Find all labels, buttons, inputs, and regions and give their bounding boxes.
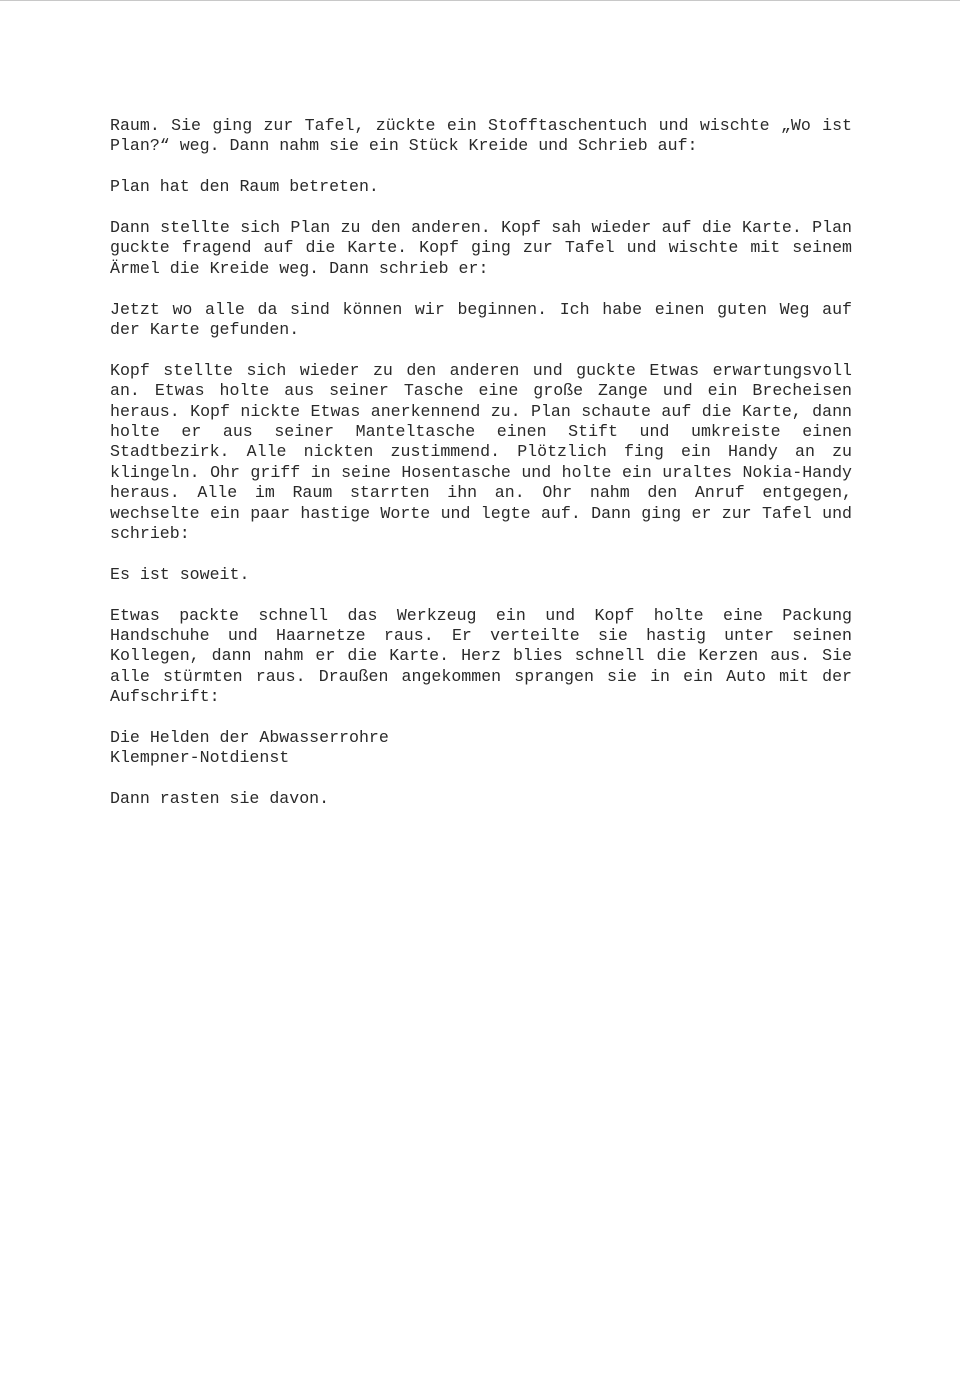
chalkboard-text-2: Jetzt wo alle da sind können wir beginnen. Ich habe einen guten Weg auf der Karte gefunden. xyxy=(110,299,852,340)
chalkboard-text-3: Es ist soweit. xyxy=(110,564,250,584)
chalkboard-text-1: Plan hat den Raum betreten. xyxy=(110,177,379,197)
paragraph-1: Raum. Sie ging zur Tafel, zückte ein Stofftaschentuch und wischte „Wo ist Plan?“ weg. Dann nahm sie ein Stück Kreide und Schrieb auf: xyxy=(110,116,852,156)
paragraph-2: Dann stellte sich Plan zu den anderen. Kopf sah wieder auf die Karte. Plan guckte fragend auf die Karte. Kopf ging zur Tafel und wischte mit seinem Ärmel die Kreide weg. Dann schrieb er: xyxy=(110,218,852,278)
paragraph-3: Kopf stellte sich wieder zu den anderen und guckte Etwas erwartungsvoll an. Etwas holte aus seiner Tasche eine große Zange und ein Brecheisen heraus. Kopf nickte Etwas anerkennend zu. Plan schaute auf die Karte, dann holte er aus seiner Manteltasche einen Stift und umkreiste einen Stadtbezirk. Alle nickten zustimmend. Plötzlich fing ein Handy an zu klingeln. Ohr griff in seine Hosentasche und holte ein uraltes Nokia-Handy heraus. Alle im Raum starrten ihn an. Ohr nahm den Anruf entgegen, wechselte ein paar hastige Worte und legte auf. Dann ging er zur Tafel und schrieb: xyxy=(110,360,852,544)
car-inscription-line-1: Die Helden der Abwasserrohre xyxy=(110,728,389,748)
paragraph-4: Etwas packte schnell das Werkzeug ein und Kopf holte eine Packung Handschuhe und Haarnetze raus. Er verteilte sie hastig unter seinen Kollegen, dann nahm er die Karte. Herz blies schnell die Kerzen aus. Sie alle stürmten raus. Draußen angekommen sprangen sie in ein Auto mit der Aufschrift: xyxy=(110,605,852,707)
closing-line: Dann rasten sie davon. xyxy=(110,789,330,809)
document-page xyxy=(110,116,852,830)
page-top-border xyxy=(0,0,960,1)
car-inscription xyxy=(110,728,852,769)
car-inscription-line-2: Klempner-Notdienst xyxy=(110,748,290,768)
